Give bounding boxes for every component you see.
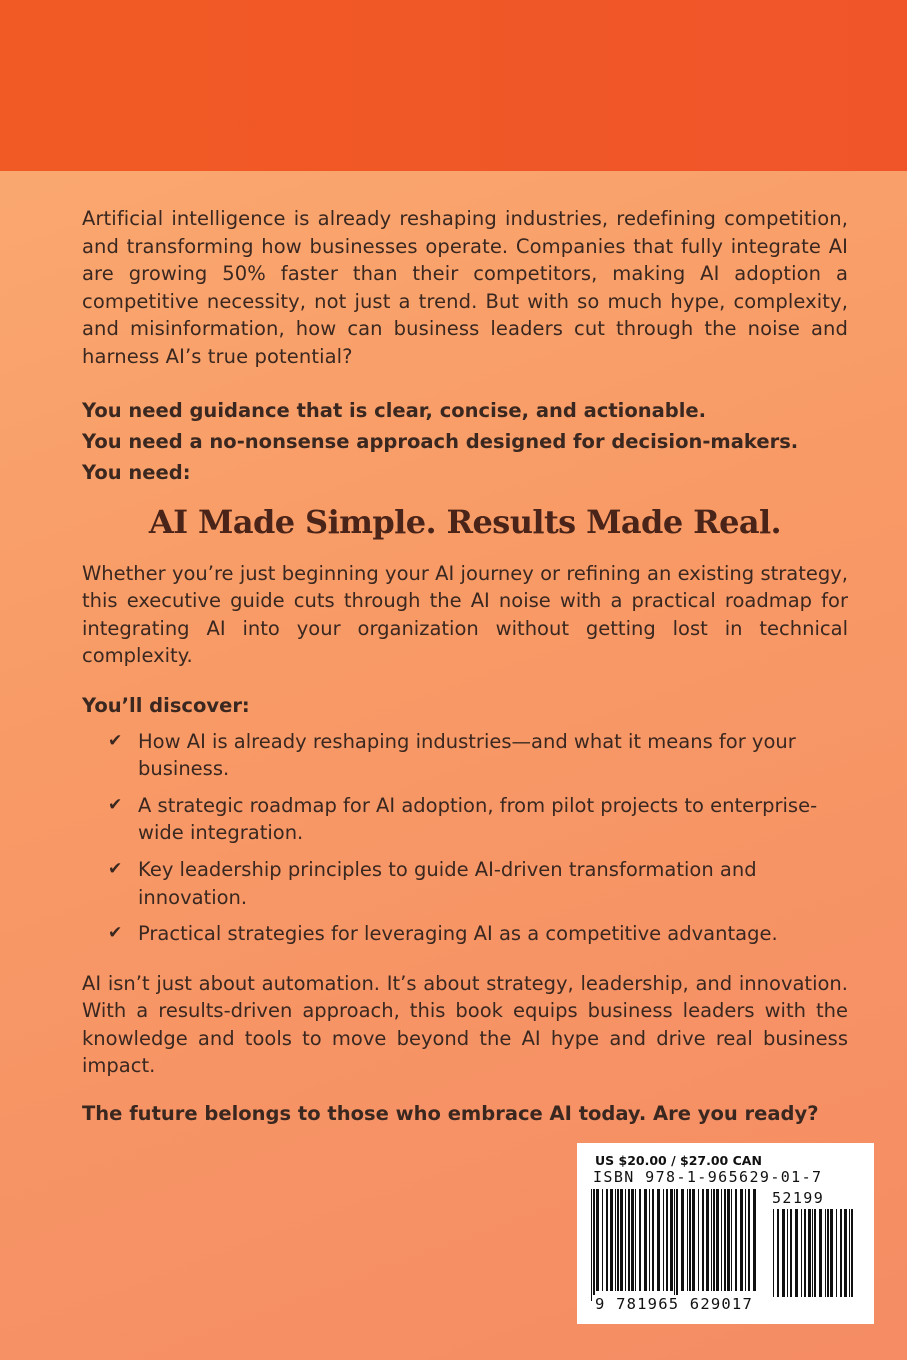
- tagline-heading: AI Made Simple. Results Made Real.: [148, 502, 782, 541]
- barcode-box: [577, 1143, 874, 1324]
- discover-list: [82, 728, 848, 948]
- isbn-barcode-bars: [591, 1189, 761, 1301]
- need-line: You need:: [82, 460, 191, 484]
- closing-paragraph: AI isn’t just about automation. It’s about strategy, leadership, and innovation. With a results-driven approach, this book equips business leaders with the knowledge and tools to move beyond the AI hype and drive real business impact.: [82, 971, 848, 1078]
- list-item-text: A strategic roadmap for AI adoption, from pilot projects to enterprise-wide integration.: [138, 793, 818, 845]
- isbn-label: ISBN 978-1-965629-01-7: [593, 1168, 823, 1186]
- list-item-text: How AI is already reshaping industries—and what it means for your business.: [138, 729, 796, 781]
- top-color-band: [0, 0, 907, 171]
- barcode-number: 9 781965 629017: [595, 1295, 753, 1313]
- checkmark-icon: ✔: [108, 858, 123, 879]
- price-barcode-bars: [773, 1209, 855, 1307]
- list-item: [82, 728, 848, 783]
- list-item: [82, 920, 848, 948]
- list-item-text: Key leadership principles to guide AI-driven transformation and innovation.: [138, 857, 757, 909]
- price-label: US $20.00 / $27.00 CAN: [595, 1153, 762, 1168]
- list-item: [82, 856, 848, 911]
- discover-label: You’ll discover:: [82, 693, 250, 717]
- journey-paragraph: Whether you’re just beginning your AI journey or refining an existing strategy, this executive guide cuts through the AI noise with a practical roadmap for integrating AI into your organization without getting lost in technical complexity.: [82, 561, 848, 668]
- checkmark-icon: ✔: [108, 923, 123, 944]
- list-item-text: Practical strategies for leveraging AI as a competitive advantage.: [138, 922, 778, 946]
- back-cover-copy: [82, 205, 848, 1128]
- checkmark-icon: ✔: [108, 794, 123, 815]
- price-code: 52199: [772, 1189, 825, 1207]
- need-line: You need guidance that is clear, concise, and actionable.: [82, 398, 707, 422]
- need-statements: [82, 395, 848, 488]
- intro-paragraph: Artificial intelligence is already reshaping industries, redefining competition, and transforming how businesses operate. Companies that fully integrate AI are growing 50% faster than their competitors, making AI adoption a competitive necessity, not just a trend. But with so much hype, complexity, and misinformation, how can business leaders cut through the noise and harness AI’s true potential?: [82, 207, 848, 368]
- checkmark-icon: ✔: [108, 730, 123, 751]
- list-item: [82, 792, 848, 847]
- need-line: You need a no-nonsense approach designed for decision-makers.: [82, 429, 799, 453]
- call-to-action: The future belongs to those who embrace AI today. Are you ready?: [82, 1102, 819, 1126]
